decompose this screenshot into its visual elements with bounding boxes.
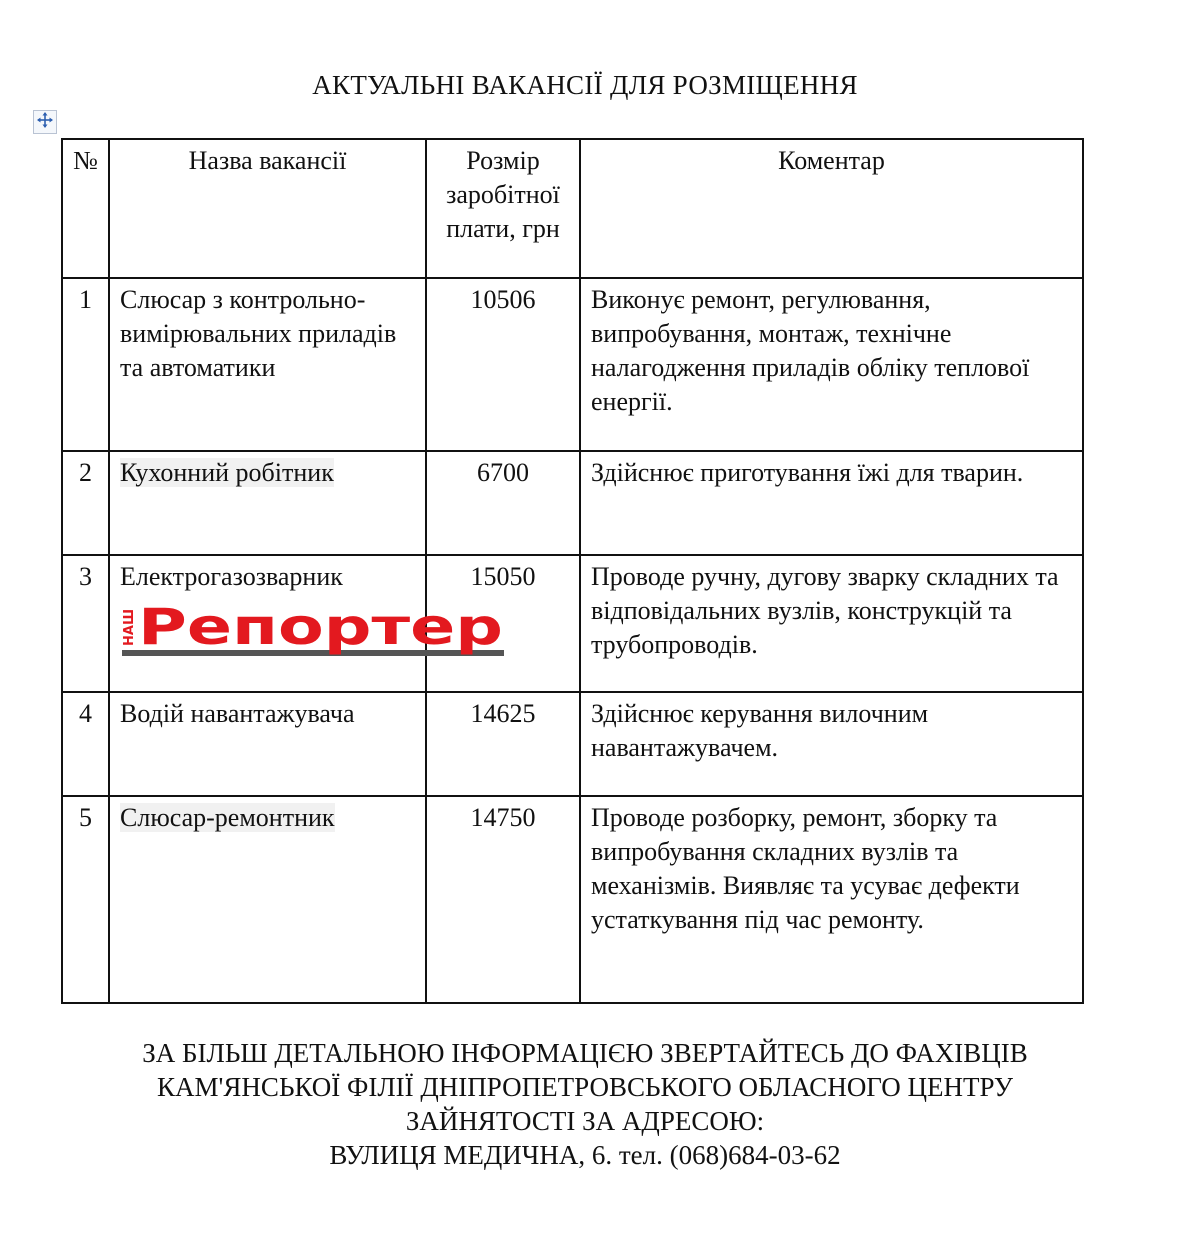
vacancy-name: Слюсар-ремонтник bbox=[120, 803, 335, 832]
vacancy-salary: 14625 bbox=[426, 692, 580, 796]
table-row bbox=[62, 692, 1083, 796]
vacancy-comment: Виконує ремонт, регулювання, випробування, монтаж, технічне налагодження приладів обліку теплової енергії. bbox=[580, 278, 1083, 451]
header-number: № bbox=[62, 139, 109, 278]
vacancy-name-cell bbox=[109, 796, 426, 1003]
row-number: 1 bbox=[62, 278, 109, 451]
vacancy-comment: Здійснює приготування їжі для тварин. bbox=[580, 451, 1083, 555]
table-header-row bbox=[62, 139, 1083, 278]
table-move-handle[interactable] bbox=[33, 110, 57, 134]
watermark-prefix: НАШ bbox=[122, 608, 137, 646]
vacancies-table bbox=[61, 138, 1084, 1004]
watermark-text: Репортер bbox=[138, 598, 503, 656]
table-row bbox=[62, 278, 1083, 451]
header-comment: Коментар bbox=[580, 139, 1083, 278]
header-name: Назва вакансії bbox=[109, 139, 426, 278]
row-number: 5 bbox=[62, 796, 109, 1003]
vacancy-comment: Проводе ручну, дугову зварку складних та відповідальних вузлів, конструкцій та трубопроводів. bbox=[580, 555, 1083, 692]
vacancy-salary: 14750 bbox=[426, 796, 580, 1003]
footer-line: ЗАЙНЯТОСТІ ЗА АДРЕСОЮ: bbox=[405, 1106, 765, 1136]
footer-address-phone: ВУЛИЦЯ МЕДИЧНА, 6. тел. (068)684-03-62 bbox=[329, 1140, 841, 1170]
vacancy-salary: 10506 bbox=[426, 278, 580, 451]
vacancy-name: Електрогазозварник bbox=[120, 562, 343, 591]
row-number: 3 bbox=[62, 555, 109, 692]
row-number: 4 bbox=[62, 692, 109, 796]
reporter-watermark-logo bbox=[120, 598, 510, 660]
move-arrows-icon bbox=[36, 111, 54, 134]
row-number: 2 bbox=[62, 451, 109, 555]
footer-line: ЗА БІЛЬШ ДЕТАЛЬНОЮ ІНФОРМАЦІЄЮ ЗВЕРТАЙТЕСЬ ДО ФАХІВЦІВ bbox=[142, 1038, 1028, 1068]
contact-footer bbox=[0, 1036, 1170, 1172]
vacancy-comment: Проводе розборку, ремонт, зборку та випробування складних вузлів та механізмів. Виявляє та усуває дефекти устаткування під час ремонту. bbox=[580, 796, 1083, 1003]
vacancy-name: Слюсар з контрольно-вимірювальних приладів та автоматики bbox=[109, 278, 426, 451]
vacancy-salary: 15050 bbox=[426, 555, 580, 692]
table-row bbox=[62, 555, 1083, 692]
footer-line: КАМ'ЯНСЬКОЇ ФІЛІЇ ДНІПРОПЕТРОВСЬКОГО ОБЛАСНОГО ЦЕНТРУ bbox=[157, 1072, 1013, 1102]
header-salary: Розмір заробітної плати, грн bbox=[426, 139, 580, 278]
vacancy-salary: 6700 bbox=[426, 451, 580, 555]
vacancy-name: Водій навантажувача bbox=[109, 692, 426, 796]
vacancy-comment: Здійснює керування вилочним навантажувачем. bbox=[580, 692, 1083, 796]
document-title: АКТУАЛЬНІ ВАКАНСІЇ ДЛЯ РОЗМІЩЕННЯ bbox=[312, 70, 858, 100]
vacancy-name-cell bbox=[109, 451, 426, 555]
table-row bbox=[62, 451, 1083, 555]
table-row bbox=[62, 796, 1083, 1003]
vacancy-name: Кухонний робітник bbox=[120, 458, 334, 487]
